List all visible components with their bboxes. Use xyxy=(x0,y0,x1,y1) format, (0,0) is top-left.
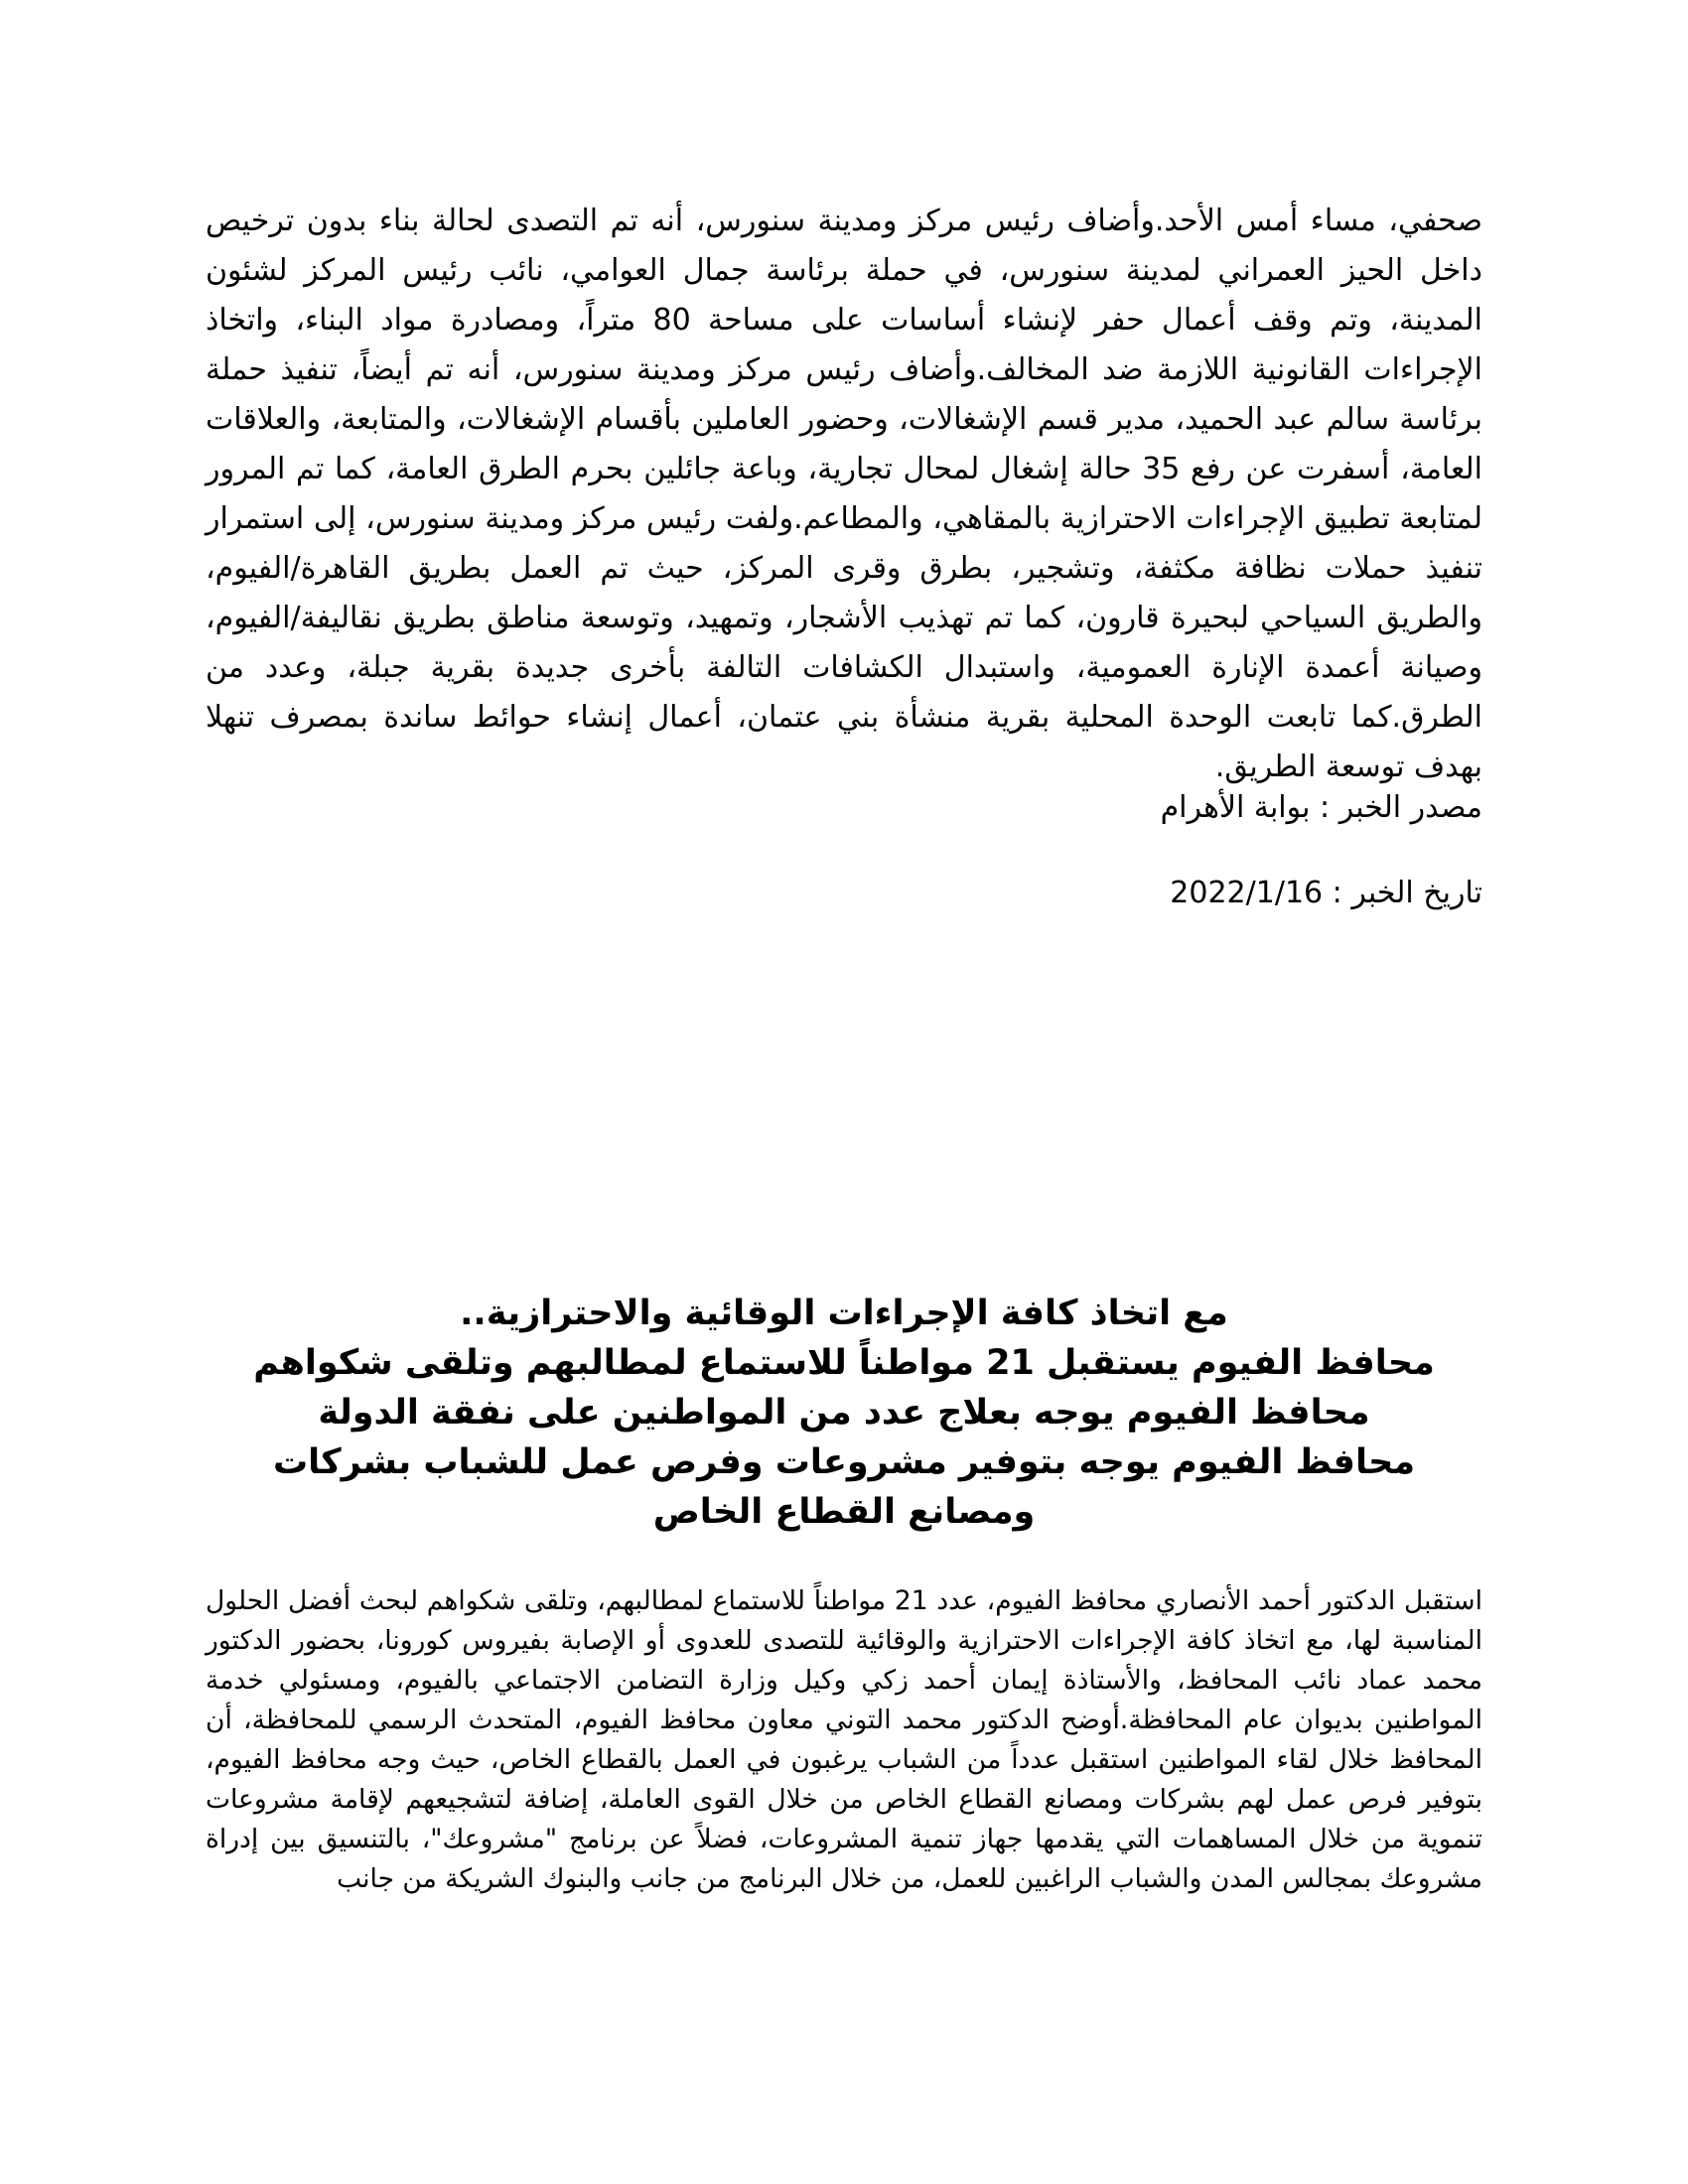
article-1-paragraph: صحفي، مساء أمس الأحد.وأضاف رئيس مركز ومدينة سنورس، أنه تم التصدى لحالة بناء بدون ترخيص داخل الحيز العمراني لمدينة سنورس، في حملة برئاسة جمال العوامي، نائب رئيس المركز لشئون المدينة، وتم وقف أعمال حفر لإنشاء أساسات على مساحة 80 متراً، ومصادرة مواد البناء، واتخاذ الإجراءات القانونية اللازمة ضد المخالف.وأضاف رئيس مركز ومدينة سنورس، أنه تم أيضاً، تنفيذ حملة برئاسة سالم عبد الحميد، مدير قسم الإشغالات، وحضور العاملين بأقسام الإشغالات، والمتابعة، والعلاقات العامة، أسفرت عن رفع 35 حالة إشغال لمحال تجارية، وباعة جائلين بحرم الطرق العامة، كما تم المرور لمتابعة تطبيق الإجراءات الاحترازية بالمقاهي، والمطاعم.ولفت رئيس مركز ومدينة سنورس، إلى استمرار تنفيذ حملات نظافة مكثفة، وتشجير، بطرق وقرى المركز، حيث تم العمل بطريق القاهرة/الفيوم، والطريق السياحي لبحيرة قارون، كما تم تهذيب الأشجار، وتمهيد، وتوسعة مناطق بطريق نقاليفة/الفيوم، وصيانة أعمدة الإنارة العمومية، واستبدال الكشافات التالفة بأخرى جديدة بقرية جبلة، وعدد من الطرق.كما تابعت الوحدة المحلية بقرية منشأة بني عتمان، أعمال إنشاء حوائط ساندة بمصرف تنهلا بهدف توسعة الطريق. xyxy=(206,204,1482,784)
article-2-headlines xyxy=(206,1289,1482,1537)
news-date-label: تاريخ الخبر : xyxy=(1332,876,1482,910)
headline-line: محافظ الفيوم يستقبل 21 مواطناً للاستماع لمطالبهم وتلقى شكواهم xyxy=(253,1343,1435,1383)
news-source-line xyxy=(206,786,1482,830)
news-source-label: مصدر الخبر : xyxy=(1320,790,1482,825)
headline-line: مع اتخاذ كافة الإجراءات الوقائية والاحترازية.. xyxy=(460,1294,1228,1333)
article-2-body xyxy=(206,1581,1482,1899)
news-date-line xyxy=(206,872,1482,915)
headline-line: محافظ الفيوم يوجه بتوفير مشروعات وفرص عمل للشباب بشركات ومصانع القطاع الخاص xyxy=(272,1442,1416,1532)
news-date-value: 2022/1/16 xyxy=(1170,876,1324,910)
headline-line: محافظ الفيوم يوجه بعلاج عدد من المواطنين على نفقة الدولة xyxy=(318,1393,1370,1433)
article-1-body xyxy=(206,197,1482,792)
news-source-value: بوابة الأهرام xyxy=(1160,790,1311,825)
article-2-paragraph: استقبل الدكتور أحمد الأنصاري محافظ الفيوم، عدد 21 مواطناً للاستماع لمطالبهم، وتلقى شكواهم لبحث أفضل الحلول المناسبة لها، مع اتخاذ كافة الإجراءات الاحترازية والوقائية للتصدى للعدوى أو الإصابة بفيروس كورونا، بحضور الدكتور محمد عماد نائب المحافظ، والأستاذة إيمان أحمد زكي وكيل وزارة التضامن الاجتماعي بالفيوم، ومسئولي خدمة المواطنين بديوان عام المحافظة.أوضح الدكتور محمد التوني معاون محافظ الفيوم، المتحدث الرسمي للمحافظة، أن المحافظ خلال لقاء المواطنين استقبل عدداً من الشباب يرغبون في العمل بالقطاع الخاص، حيث وجه محافظ الفيوم، بتوفير فرص عمل لهم بشركات ومصانع القطاع الخاص من خلال القوى العاملة، إضافة لتشجيعهم لإقامة مشروعات تنموية من خلال المساهمات التي يقدمها جهاز تنمية المشروعات، فضلاً عن برنامج "مشروعك"، بالتنسيق بين إدراة مشروعك بمجالس المدن والشباب الراغبين للعمل، من خلال البرنامج من جانب والبنوك الشريكة من جانب xyxy=(206,1585,1482,1894)
